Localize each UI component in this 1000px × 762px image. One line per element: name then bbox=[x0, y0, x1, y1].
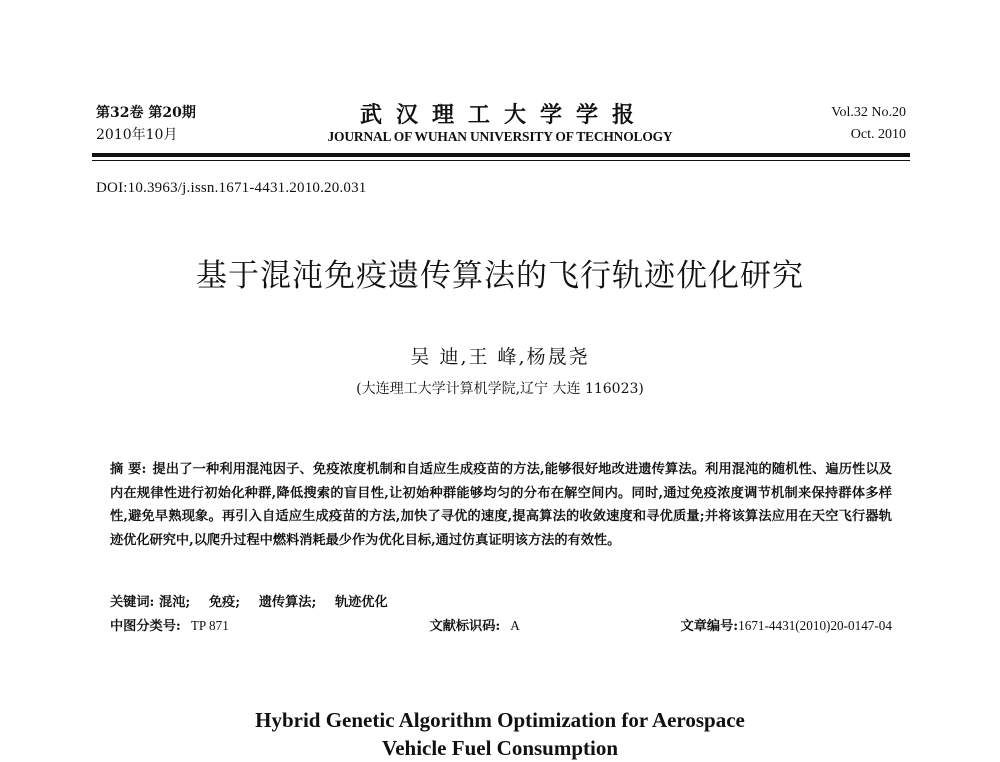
masthead-rule-thick bbox=[92, 153, 910, 157]
classification-row bbox=[110, 615, 892, 634]
paper-title-en-line2: Vehicle Fuel Consumption bbox=[381, 736, 619, 760]
affiliation: (大连理工大学计算机学院,辽宁 大连 116023) bbox=[356, 381, 644, 397]
issue-date: 2010年10月 bbox=[96, 127, 178, 143]
doc-value: A bbox=[510, 618, 520, 633]
month-year: Oct. 2010 bbox=[850, 127, 906, 142]
keyword: 免疫; bbox=[208, 595, 241, 610]
clc-number bbox=[110, 615, 229, 634]
article-label: 文章编号: bbox=[680, 619, 739, 634]
clc-label: 中图分类号: bbox=[110, 619, 181, 634]
doc-label: 文献标识码: bbox=[429, 619, 501, 634]
abstract-text: 提出了一种利用混沌因子、免疫浓度机制和自适应生成疫苗的方法,能够很好地改进遗传算法。利用混沌的随机性、遍历性以及内在规律性进行初始化种群,降低搜索的盲目性,让初始种群能够均匀的分布在解空间内。同时,通过免疫浓度调节机制来保持群体多样性,避免早熟现象。再引入自适应生成疫苗的方法,加快了寻优的速度,提高算法的收敛速度和寻优质量;并将该算法应用在天空飞行器轨迹优化研究中,以爬升过程中燃料消耗最少作为优化目标,通过仿真证明该方法的有效性。 bbox=[110, 462, 892, 548]
clc-value: TP 871 bbox=[190, 618, 229, 633]
paper-title-en bbox=[0, 706, 1000, 762]
keywords-label: 关键词: bbox=[110, 595, 155, 610]
keyword: 轨迹优化 bbox=[334, 595, 388, 610]
paper-title-en-line1: Hybrid Genetic Algorithm Optimization for Aerospace bbox=[255, 708, 745, 732]
keyword: 混沌; bbox=[159, 595, 191, 610]
journal-title-cn: 武汉理工大学学报 bbox=[359, 102, 648, 128]
abstract-label: 摘 要: bbox=[110, 462, 147, 477]
volume-issue: 第32卷 第20期 bbox=[96, 105, 196, 121]
doi: DOI:10.3963/j.issn.1671-4431.2010.20.031 bbox=[96, 180, 367, 196]
keywords bbox=[110, 591, 402, 610]
abstract bbox=[110, 458, 892, 552]
article-number bbox=[681, 615, 892, 634]
authors: 吴 迪,王 峰,杨晟尧 bbox=[410, 346, 590, 368]
masthead-right bbox=[831, 102, 906, 146]
vol-no: Vol.32 No.20 bbox=[831, 105, 906, 120]
keyword: 遗传算法; bbox=[258, 595, 317, 610]
document-code bbox=[429, 615, 519, 634]
article-value: 1671-4431(2010)20-0147-04 bbox=[738, 618, 892, 633]
masthead-rule-thin bbox=[92, 160, 910, 161]
paper-title-cn: 基于混沌免疫遗传算法的飞行轨迹优化研究 bbox=[196, 258, 804, 294]
journal-title-en: JOURNAL OF WUHAN UNIVERSITY OF TECHNOLOGY bbox=[327, 129, 673, 144]
